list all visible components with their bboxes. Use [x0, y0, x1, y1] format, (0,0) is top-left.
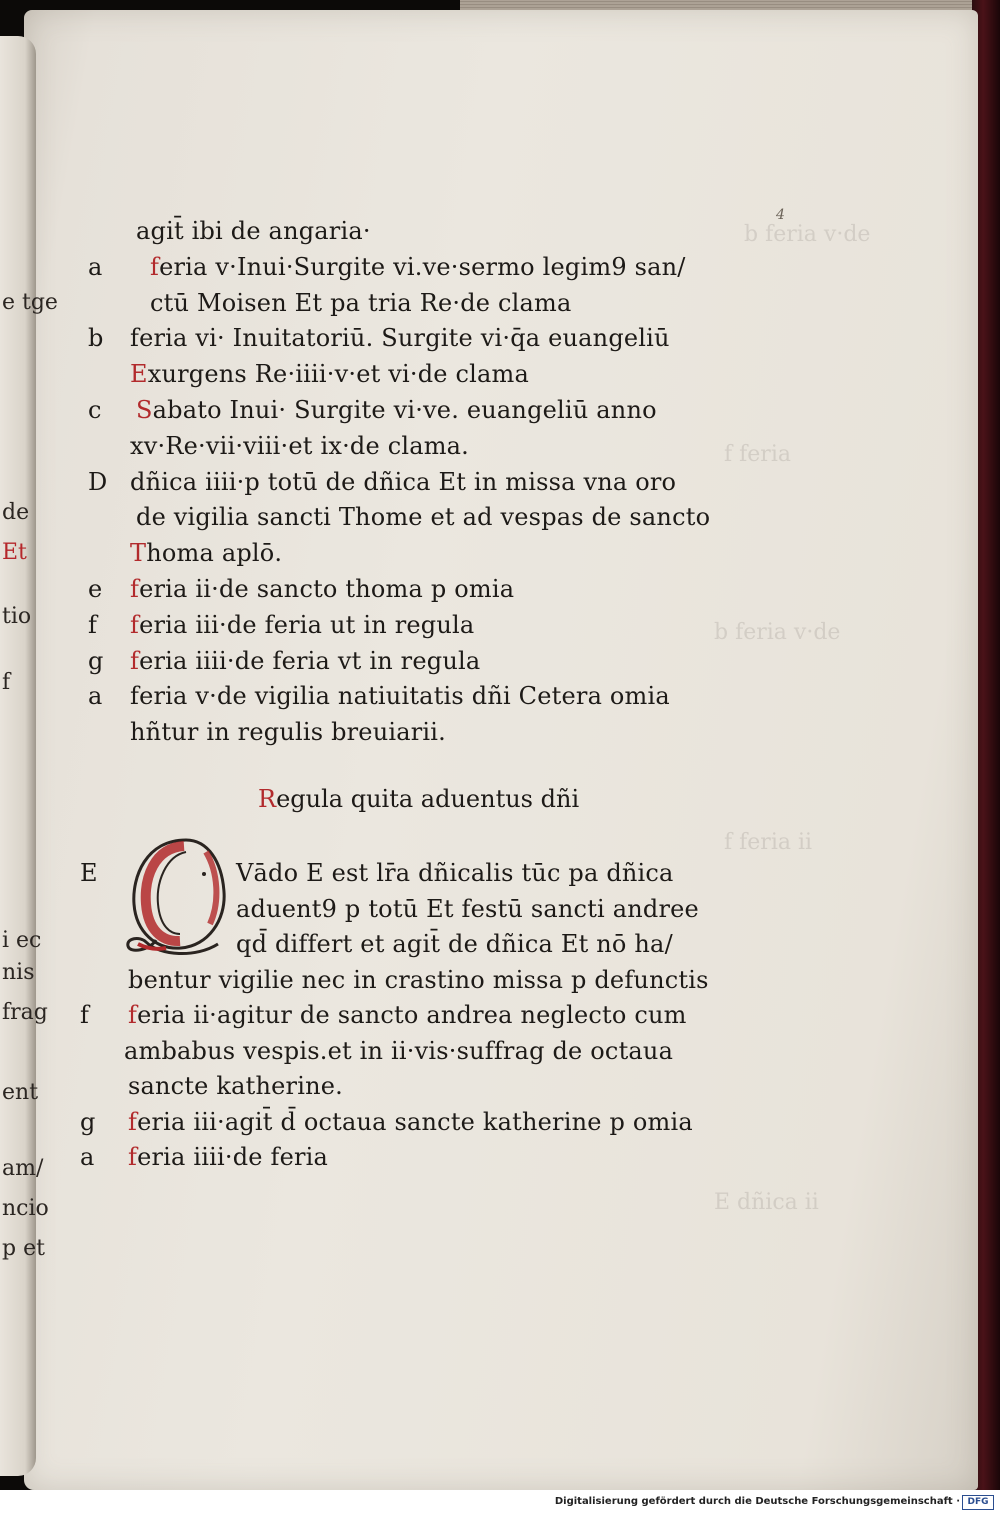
- calendar-letter: e: [88, 575, 103, 603]
- left-page-fragment: ent: [2, 1080, 39, 1105]
- text-line: [236, 894, 699, 924]
- line-text: eria iiii·de feria vt in regula: [139, 646, 481, 675]
- text-line: [130, 359, 529, 389]
- line-text: ambabus vespis.et in ii·vis·suffrag de octaua: [124, 1036, 674, 1065]
- section-heading: [258, 784, 579, 814]
- left-page-fragment: ncio: [2, 1196, 49, 1221]
- left-page-fragment: f: [2, 670, 11, 695]
- text-line: [128, 1071, 343, 1101]
- rubric-initial: S: [136, 396, 153, 424]
- line-text: xurgens Re·iiii·v·et vi·de clama: [147, 360, 530, 389]
- text-line: [150, 288, 572, 318]
- decorated-initial-q: [126, 832, 234, 962]
- decorated-initial-graphic: [126, 832, 234, 962]
- heading-text: egula quita aduentus dñi: [276, 785, 580, 813]
- text-line: [130, 323, 670, 353]
- heading-rubric-initial: R: [258, 785, 277, 813]
- line-text: feria v·de vigilia natiuitatis dñi Cetera omia: [130, 682, 670, 711]
- text-line: [136, 216, 371, 246]
- line-text: eria ii·de sancto thoma p omia: [139, 575, 515, 603]
- show-through-text: E dñica ii: [714, 1190, 819, 1215]
- rubric-initial: f: [130, 610, 140, 639]
- left-page-fragment: p et: [2, 1236, 45, 1261]
- text-line: [130, 610, 474, 640]
- calendar-letter: a: [88, 252, 103, 281]
- rubric-initial: f: [128, 1143, 138, 1171]
- text-line: [130, 538, 282, 568]
- show-through-text: b feria v·de: [714, 620, 841, 645]
- line-text: eria iii·agit̄ d̄ octaua sancte katherine p omia: [137, 1107, 693, 1136]
- rubric-initial: f: [130, 646, 140, 675]
- folio-number: 4: [776, 207, 785, 223]
- text-line: [128, 1142, 328, 1172]
- line-text: xv·Re·vii·viii·et ix·de clama.: [130, 431, 470, 460]
- text-line: [136, 395, 657, 425]
- calendar-letter: a: [80, 1143, 95, 1171]
- calendar-letter: D: [88, 467, 108, 496]
- text-line: [236, 929, 673, 959]
- line-text: eria ii·agitur de sancto andrea neglecto cum: [137, 1001, 687, 1029]
- line-text: eria v·Inui·Surgite vi.ve·sermo legim9 san/: [159, 252, 686, 281]
- rubric-initial: f: [130, 575, 140, 603]
- line-text: sancte katherine.: [128, 1072, 343, 1100]
- left-page-fragment: Et: [2, 540, 27, 565]
- line-text: feria vi· Inuitatoriū. Surgite vi·q̄a euangeliū: [130, 324, 670, 353]
- left-page-fragment: tio: [2, 604, 32, 629]
- rubric-initial: f: [150, 252, 160, 281]
- calendar-letter: c: [88, 396, 102, 424]
- show-through-text: f feria: [724, 442, 791, 467]
- text-line: [130, 646, 480, 676]
- line-text: eria iiii·de feria: [137, 1143, 329, 1171]
- text-line: [130, 681, 670, 711]
- line-text: bentur vigilie nec in crastino missa p defunctis: [128, 965, 709, 994]
- text-line: [150, 252, 686, 282]
- left-page-fragment: am/: [2, 1156, 44, 1181]
- line-text: homa aplō.: [146, 539, 283, 568]
- text-line: [130, 467, 676, 497]
- line-text: ctū Moisen Et pa tria Re·de clama: [150, 288, 572, 317]
- dfg-logo: DFG: [962, 1495, 994, 1510]
- text-line: [130, 717, 446, 747]
- text-line: [128, 1000, 687, 1030]
- calendar-letter: g: [80, 1107, 96, 1136]
- text-line: [128, 1107, 693, 1137]
- text-line: [236, 858, 674, 888]
- text-line: [130, 574, 514, 604]
- line-text: dñica iiii·p totū de dñica Et in missa vna oro: [130, 467, 677, 496]
- left-page-fragment: e tge: [2, 290, 58, 315]
- left-page-fragment: i ec: [2, 928, 42, 953]
- left-page-fragment: frag: [2, 1000, 48, 1025]
- show-through-text: b feria v·de: [744, 222, 871, 247]
- calendar-letter: f: [88, 610, 97, 639]
- calendar-letter: f: [80, 1001, 89, 1029]
- left-page-fragment: de: [2, 500, 30, 525]
- calendar-letter: a: [88, 682, 103, 711]
- rubric-initial: E: [130, 360, 148, 389]
- calendar-letter: E: [80, 859, 98, 887]
- line-text: de vigilia sancti Thome et ad vespas de sancto: [136, 503, 711, 532]
- text-line: [124, 1036, 673, 1066]
- calendar-letter: g: [88, 646, 104, 675]
- line-text: agit̄ ibi de angaria·: [136, 217, 371, 245]
- line-text: Vādo E est lr̄a dñicalis tūc pa dñica: [236, 859, 674, 887]
- rubric-initial: f: [128, 1001, 138, 1029]
- rubric-initial: T: [130, 539, 147, 568]
- line-text: aduent9 p totū Et festū sancti andree: [236, 894, 699, 923]
- line-text: eria iii·de feria ut in regula: [139, 610, 475, 639]
- left-page-fragment: nis: [2, 960, 35, 985]
- line-text: qd̄ differt et agit̄ de dñica Et nō ha/: [236, 930, 673, 958]
- rubric-initial: f: [128, 1107, 138, 1136]
- text-line: [136, 502, 710, 532]
- show-through-text: f feria ii: [724, 830, 813, 855]
- calendar-letter: b: [88, 324, 104, 353]
- funding-credit: Digitalisierung gefördert durch die Deutsche Forschungsgemeinschaft ·: [554, 1496, 960, 1507]
- text-line: [130, 431, 469, 461]
- line-text: abato Inui· Surgite vi·ve. euangeliū anno: [152, 396, 657, 424]
- text-line: [128, 965, 709, 995]
- line-text: hñtur in regulis breuiarii.: [130, 718, 447, 747]
